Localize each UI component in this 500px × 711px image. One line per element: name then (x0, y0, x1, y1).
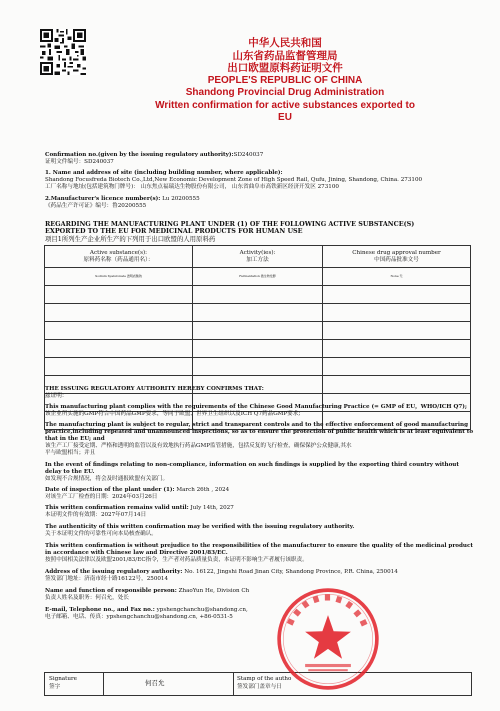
qr-code-icon (40, 29, 86, 75)
control-statement-cn-1: 该生产工厂接受定期、严格和透明的监管以及有效地执行药品GMP监管措施，包括反复的飞行检查，确保保护公众健康,其水 (45, 443, 352, 449)
confirms-heading-cn: 兹证明： (45, 393, 68, 399)
confirms-heading-en: THE ISSUING REGULATORY AUTHORITY HEREBY CONFIRMS THAT: (45, 386, 264, 392)
signature-label-en: Signature (49, 676, 77, 682)
licence-number-cn: 《药品生产许可证》编号：鲁20200555 (45, 203, 147, 209)
site-address-cn: 工厂名称与地址(包括建筑物门牌号)： 山东焦点福瑞达生物股份有限公司， 山东省曲阜市高铁新区经济开发区 273100 (45, 184, 339, 190)
table-header-row (45, 246, 471, 268)
valid-until-en: This written confirmation remains valid until: July 14th, 2027 (45, 505, 234, 511)
signature-row (44, 672, 472, 696)
table-row-empty (45, 358, 471, 376)
licence-number-en: 2.Manufacturer's licence number(s): Lu 20200555 (45, 196, 200, 202)
confirmation-number-cn: 证明文件编号：SD240037 (45, 159, 114, 165)
table-row-empty (45, 322, 471, 340)
contact-cn: 电子邮箱、电话、传真：ypshengchanchu@shandong.cn, +86-0531-5 (45, 614, 233, 620)
col-header-substance: Active substance(s): 原料药名称（药品通用名）： (45, 246, 193, 268)
authority-address-en: Address of the issuing regulatory authority: No. 16122, Jingshi Road Jinan City, Shandong Province, P.R. China, 250014 (45, 569, 398, 575)
responsible-person-cn: 负责人姓名及职务：何召允，处长 (45, 595, 129, 601)
cell-substance: Sodium hyaluronate 透明质酸钠 (45, 268, 193, 286)
authenticity-cn: 关于本证明文件的可靠性可向本局核查确认。 (45, 531, 157, 537)
site-label: 1. Name and address of site (including building number, where applicable): (45, 170, 283, 176)
noncompliance-en-2: delay to the EU. (45, 469, 95, 475)
header-authority-cn: 山东省药品监督管理局 (232, 49, 338, 62)
control-statement-cn-2: 平与欧盟相当；并且 (45, 450, 96, 456)
stamp-label-en: Stamp of the autho (237, 676, 292, 682)
control-statement-en-1: The manufacturing plant is subject to regular, strict and transparent controls and to the effective enforcement of good manufacturing (45, 422, 468, 428)
col-header-approval: Chinese drug approval number 中国药品批准文号 (323, 246, 471, 268)
confirmation-number-en: Confirmation no.(given by the issuing regulatory authority):SD240037 (45, 152, 264, 158)
prejudice-en-2: in accordance with Chinese law and Directive 2001/83/EC. (45, 550, 228, 556)
document-header (150, 37, 420, 125)
inspection-date-en: Date of inspection of the plant under (1): March 26th , 2024 (45, 487, 230, 493)
header-doc-title-en: Written confirmation for active substances exported to EU (155, 99, 415, 123)
control-statement-en-3: that in the EU; and (45, 436, 105, 442)
header-doc-title-cn: 出口欧盟原料药证明文件 (227, 62, 343, 74)
col-header-activity: Activity(ies): 加工方法 (193, 246, 323, 268)
noncompliance-cn: 如发现不合规情况，将会及时通报欧盟有关部门。 (45, 476, 169, 482)
valid-until-cn: 本证明文件的有效期：2027年07月14日 (45, 512, 147, 518)
prejudice-cn: 按照中国相关法律以及欧盟2001/83/EC指令，生产者对药品质量负责，本证明不影响生产者履行该职责。 (45, 557, 308, 563)
signature-label-cn: 签字 (49, 684, 61, 690)
inspection-date-cn: 对该生产工厂检查的日期：2024年03月26日 (45, 494, 158, 500)
site-address-en: Shandong Focusfreda Biotech Co.,Ltd,New Economic Development Zone of High Speed Rail, Qufu, Jining, Shandong, China. 273100 (45, 177, 423, 183)
prejudice-en-1: This written confirmation is without prejudice to the responsibilities of the manufacturer to ensure the quality of the medicinal product (45, 543, 473, 549)
table-row-empty (45, 304, 471, 322)
authenticity-en: The authenticity of this written confirmation may be verified with the issuing regulatory authority. (45, 524, 355, 530)
noncompliance-en-1: In the event of findings relating to non-compliance, information on such findings is supplied by the exporting third country without (45, 462, 459, 468)
signature-label-cell (45, 673, 104, 695)
header-authority-en: Shandong Provincial Drug Administration (185, 87, 385, 98)
official-seal-star-icon (276, 587, 380, 691)
gmp-statement-cn: 该企业所实施的GMP符合中国药品GMP要求，等同于欧盟、世界卫生组织以及ICH Q7药品GMP要求; (45, 411, 301, 417)
table-row-empty (45, 286, 471, 304)
table-row-empty (45, 340, 471, 358)
signature-name: 何召允 (145, 679, 165, 687)
active-substance-table (44, 245, 471, 430)
header-country-en: PEOPLE'S REPUBLIC OF CHINA (207, 74, 363, 86)
contact-en: E-mail, Telephone no., and Fax no.: ypshengchanchu@shandong.cn, (45, 607, 248, 613)
authority-address-cn: 签发部门地址：济南市经十路16122号，250014 (45, 576, 169, 582)
cell-approval: None 无 (323, 268, 471, 286)
header-country-cn: 中华人民共和国 (248, 37, 322, 49)
control-statement-en-2: practice,including repeated and unannounced inspections, so as to ensure the protection of public health which is at least equivalent to (45, 429, 474, 435)
responsible-person-en: Name and function of responsible person: ZhaoYun He, Division Ch (45, 588, 250, 594)
stamp-label-cn: 签发部门盖章与日 (237, 684, 282, 690)
signature-value-cell (103, 673, 234, 695)
gmp-statement-en: This manufacturing plant complies with the requirements of the Chinese Good Manufacturing Practice (= GMP of EU，WHO/ICH Q7); (45, 404, 467, 410)
table-row (45, 268, 471, 286)
cell-activity: Fermentation 微生物发酵 (193, 268, 323, 286)
section-title: REGARDING THE MANUFACTURING PLANT UNDER (1) OF THE FOLLOWING ACTIVE SUBSTANCE(S) EXPORTED TO THE EU FOR MEDICINAL PRODUCTS FOR HUMAN USE 项目1所列生产企业所生产的下列用于出口欧盟的人用原料药 (45, 220, 415, 243)
confirmation-number: SD240037 (233, 152, 264, 158)
